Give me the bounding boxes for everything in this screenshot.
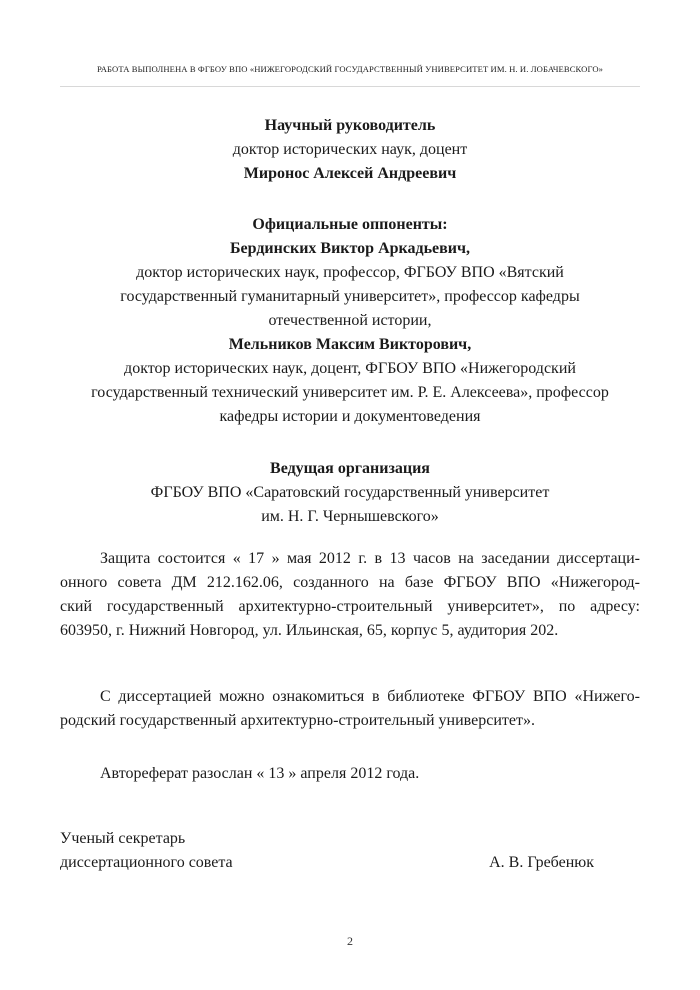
opponent-2-line-3: кафедры истории и документоведения (219, 408, 481, 425)
mailing-date-line: Автореферат разослан « 13 » апреля 2012 года. (100, 765, 420, 782)
leading-org-line-1: ФГБОУ ВПО «Саратовский государственный университет (150, 484, 550, 501)
supervisor-degree: доктор исторических наук, доцент (232, 141, 468, 158)
opponent-1-name: Бердинских Виктор Аркадьевич, (229, 240, 471, 257)
opponent-1-line-1: доктор исторических наук, профессор, ФГБОУ ВПО «Вятский (136, 264, 564, 281)
defense-line-3: ский государственный архитектурно-строительный университет», по адресу: (60, 598, 640, 615)
secretary-title-line-1: Ученый секретарь (60, 830, 186, 847)
secretary-name: А. В. Гребенюк (489, 854, 594, 871)
defense-paragraph (60, 547, 640, 643)
opponent-1-line-2: государственный гуманитарный университет», профессор кафедры (120, 288, 580, 305)
opponent-2-name: Мельников Максим Викторович, (228, 336, 472, 353)
supervisor-section (60, 114, 640, 186)
opponents-heading: Официальные оппоненты: (252, 216, 448, 233)
supervisor-name: Миронос Алексей Андреевич (243, 165, 457, 182)
defense-line-4: 603950, г. Нижний Новгород, ул. Ильинская, 65, корпус 5, аудитория 202. (60, 622, 559, 639)
library-line-1: С диссертацией можно ознакомиться в библиотеке ФГБОУ ВПО «Нижего- (100, 688, 640, 705)
page-number: 2 (347, 934, 353, 948)
leading-organization-section (60, 457, 640, 529)
defense-line-2: онного совета ДМ 212.162.06, созданного на базе ФГБОУ ВПО «Нижегород- (60, 574, 640, 591)
opponent-2-line-2: государственный технический университет им. Р. Е. Алексеева», профессор (91, 384, 609, 401)
opponent-2-line-1: доктор исторических наук, доцент, ФГБОУ ВПО «Нижегородский (124, 360, 576, 377)
secretary-signature-block (60, 827, 640, 875)
opponents-section (60, 213, 640, 429)
library-paragraph (60, 685, 640, 733)
supervisor-heading: Научный руководитель (264, 117, 436, 134)
library-line-2: родский государственный архитектурно-строительный университет». (60, 712, 535, 729)
mailing-paragraph (60, 762, 640, 786)
running-header: РАБОТА ВЫПОЛНЕНА В ФГБОУ ВПО «НИЖЕГОРОДСКИЙ ГОСУДАРСТВЕННЫЙ УНИВЕРСИТЕТ ИМ. Н. И. ЛОБАЧЕВСКОГО» (96, 64, 604, 74)
leading-org-line-2: им. Н. Г. Чернышевского» (261, 508, 439, 525)
leading-org-heading: Ведущая организация (270, 460, 430, 477)
defense-line-1: Защита состоится « 17 » мая 2012 г. в 13 часов на заседании диссертаци- (100, 550, 640, 567)
secretary-title-line-2: диссертационного совета (60, 854, 233, 871)
opponent-1-line-3: отечественной истории, (268, 312, 432, 329)
header-divider (60, 86, 640, 87)
